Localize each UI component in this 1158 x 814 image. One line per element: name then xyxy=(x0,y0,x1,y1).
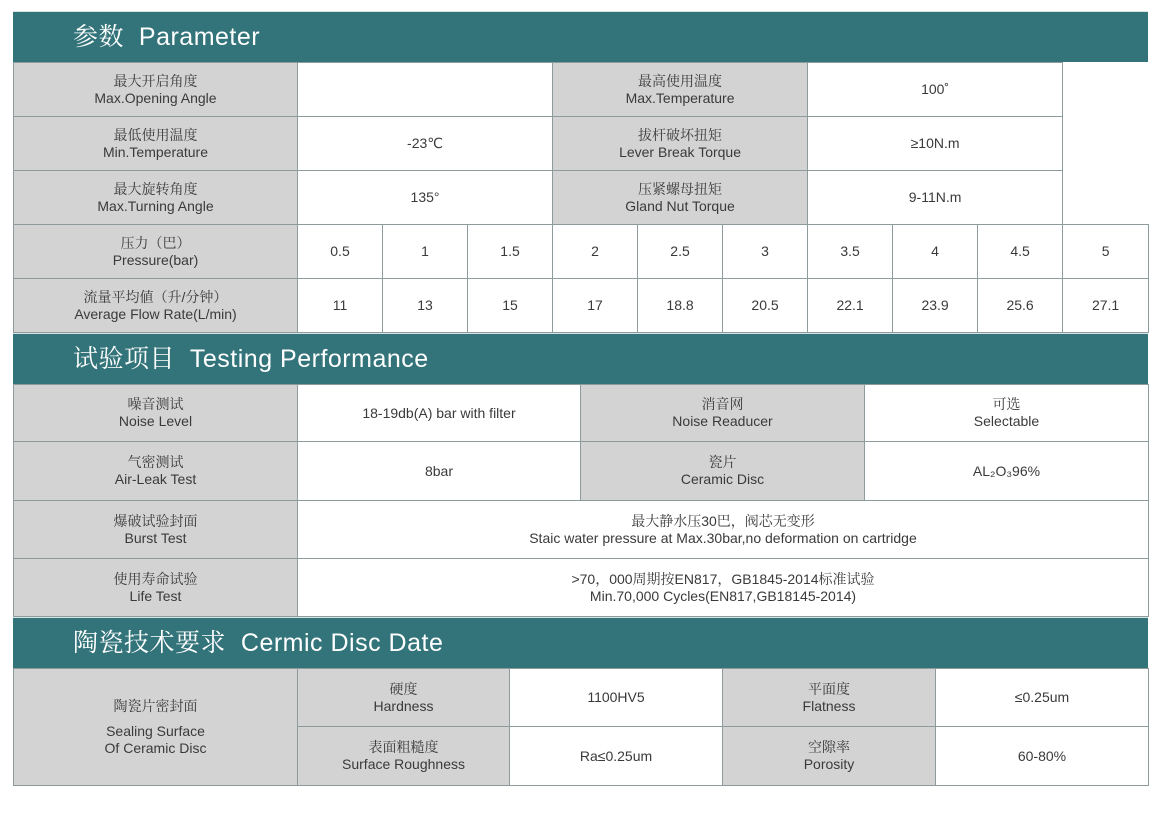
param-value xyxy=(298,63,553,117)
flow-value: 20.5 xyxy=(723,279,808,333)
spec-sheet xyxy=(13,11,1148,786)
flow-value: 25.6 xyxy=(978,279,1063,333)
pressure-value: 2 xyxy=(553,225,638,279)
parameter-table xyxy=(13,62,1149,333)
porosity-label: 空隙率 Porosity xyxy=(723,727,936,786)
testing-table xyxy=(13,384,1149,617)
noise-reducer-value: 可选 Selectable xyxy=(865,385,1149,442)
param-label: 拔杆破坏扭矩 Lever Break Torque xyxy=(553,117,808,171)
pressure-value: 1.5 xyxy=(468,225,553,279)
sealing-surface-label: 陶瓷片密封面 Sealing Surface Of Ceramic Disc xyxy=(14,669,298,786)
param-label: 最大旋转角度 Max.Turning Angle xyxy=(14,171,298,225)
param-label: 最低使用温度 Min.Temperature xyxy=(14,117,298,171)
pressure-label: 压力（巴） Pressure(bar) xyxy=(14,225,298,279)
param-label: 压紧螺母扭矩 Gland Nut Torque xyxy=(553,171,808,225)
parameter-header xyxy=(13,11,1148,62)
testing-title: 试验项目 Testing Performance xyxy=(73,345,429,373)
burst-label: 爆破试验封面 Burst Test xyxy=(14,501,298,559)
roughness-value: Ra≤0.25um xyxy=(510,727,723,786)
flow-value: 27.1 xyxy=(1063,279,1149,333)
testing-header xyxy=(13,333,1148,384)
airleak-row xyxy=(14,442,1149,501)
flatness-label: 平面度 Flatness xyxy=(723,669,936,727)
flow-value: 23.9 xyxy=(893,279,978,333)
param-value: 9-11N.m xyxy=(808,171,1063,225)
life-value: >70，000周期按EN817，GB1845-2014标准试验 Min.70,000 Cycles(EN817,GB18145-2014) xyxy=(298,559,1149,617)
flow-value: 11 xyxy=(298,279,383,333)
burst-value: 最大静水压30巴，阀芯无变形 Staic water pressure at Max.30bar,no deformation on cartridge xyxy=(298,501,1149,559)
param-row xyxy=(14,63,1149,117)
param-row xyxy=(14,171,1149,225)
noise-value: 18-19db(A) bar with filter xyxy=(298,385,581,442)
pressure-value: 3 xyxy=(723,225,808,279)
param-label: 最大开启角度 Max.Opening Angle xyxy=(14,63,298,117)
pressure-value: 1 xyxy=(383,225,468,279)
pressure-value: 4 xyxy=(893,225,978,279)
flow-label: 流量平均値（升/分钟） Average Flow Rate(L/min) xyxy=(14,279,298,333)
pressure-value: 0.5 xyxy=(298,225,383,279)
flow-value: 15 xyxy=(468,279,553,333)
param-row xyxy=(14,117,1149,171)
noise-row xyxy=(14,385,1149,442)
life-label: 使用寿命试验 Life Test xyxy=(14,559,298,617)
hardness-label: 硬度 Hardness xyxy=(298,669,510,727)
ceramic-disc-value: AL₂O₃96% xyxy=(865,442,1149,501)
pressure-value: 3.5 xyxy=(808,225,893,279)
porosity-value: 60-80% xyxy=(936,727,1149,786)
airleak-value: 8bar xyxy=(298,442,581,501)
flow-value: 13 xyxy=(383,279,468,333)
flow-row xyxy=(14,279,1149,333)
noise-reducer-label: 消音网 Noise Readucer xyxy=(581,385,865,442)
ceramic-table xyxy=(13,668,1149,786)
param-label: 最高使用温度 Max.Temperature xyxy=(553,63,808,117)
flow-value: 22.1 xyxy=(808,279,893,333)
flow-value: 17 xyxy=(553,279,638,333)
airleak-label: 气密测试 Air-Leak Test xyxy=(14,442,298,501)
param-value: 135° xyxy=(298,171,553,225)
flatness-value: ≤0.25um xyxy=(936,669,1149,727)
ceramic-row xyxy=(14,669,1149,727)
param-value: ≥10N.m xyxy=(808,117,1063,171)
noise-label: 噪音测试 Noise Level xyxy=(14,385,298,442)
pressure-value: 2.5 xyxy=(638,225,723,279)
parameter-title: 参数 Parameter xyxy=(73,23,261,51)
ceramic-title: 陶瓷技术要求 Cermic Disc Date xyxy=(73,629,444,657)
pressure-row xyxy=(14,225,1149,279)
flow-value: 18.8 xyxy=(638,279,723,333)
pressure-value: 4.5 xyxy=(978,225,1063,279)
hardness-value: 1100HV5 xyxy=(510,669,723,727)
param-value: 100˚ xyxy=(808,63,1063,117)
ceramic-header xyxy=(13,617,1148,668)
roughness-label: 表面粗糙度 Surface Roughness xyxy=(298,727,510,786)
pressure-value: 5 xyxy=(1063,225,1149,279)
life-row xyxy=(14,559,1149,617)
burst-row xyxy=(14,501,1149,559)
ceramic-disc-label: 瓷片 Ceramic Disc xyxy=(581,442,865,501)
param-value: -23℃ xyxy=(298,117,553,171)
